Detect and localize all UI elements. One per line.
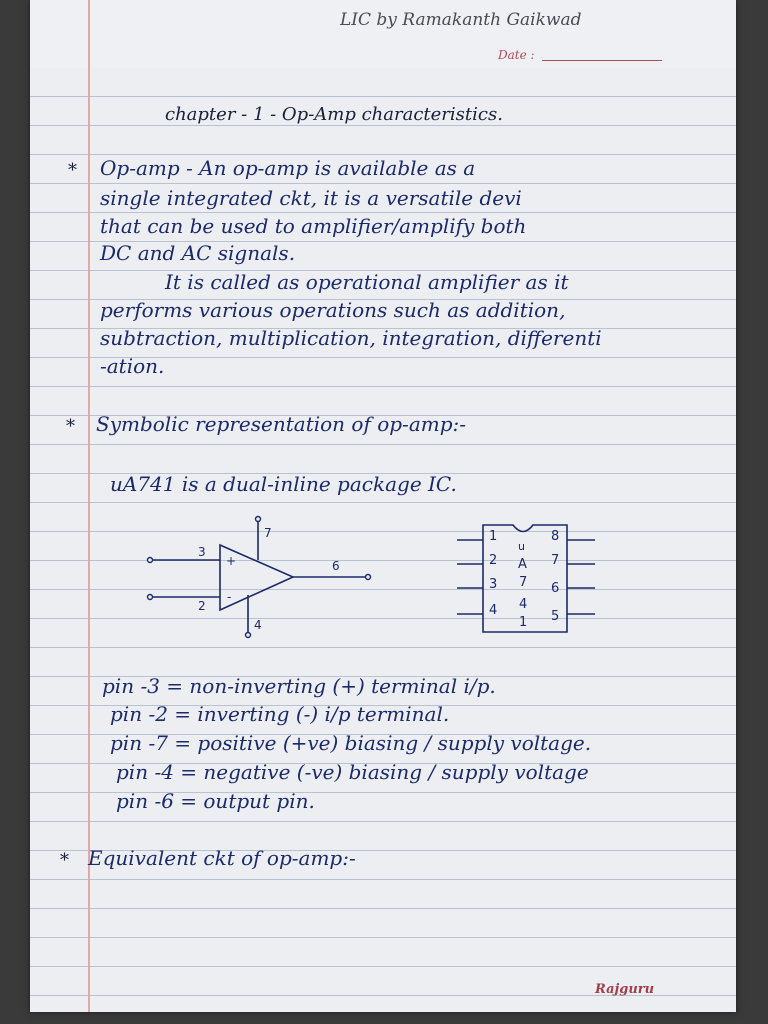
pin6-terminal — [366, 575, 371, 580]
pin3-label: 3 — [198, 545, 206, 559]
dip-center-text: u — [518, 540, 525, 553]
pin-description: pin -3 = non-inverting (+) terminal i/p. — [102, 674, 496, 698]
opamp-symbol-diagram — [138, 515, 378, 645]
text-line: subtraction, multiplication, integration, differenti — [100, 326, 602, 350]
date-label: Date : — [498, 48, 535, 62]
pin4-terminal — [246, 633, 251, 638]
dip-pin-label: 8 — [551, 529, 560, 544]
notebook-brand: Rajguru — [595, 982, 655, 997]
pin3-terminal — [148, 558, 153, 563]
pin-description: pin -2 = inverting (-) i/p terminal. — [110, 702, 450, 726]
pin-description: pin -7 = positive (+ve) biasing / supply voltage. — [110, 731, 592, 755]
dip-pin-label: 3 — [489, 577, 498, 592]
text-line: It is called as operational amplifier as it — [165, 270, 569, 294]
dip-pin-label: 1 — [489, 529, 498, 544]
bullet-star: * — [66, 416, 75, 437]
section-heading: Symbolic representation of op-amp:- — [96, 412, 466, 436]
text-line: DC and AC signals. — [100, 241, 296, 265]
text-line: -ation. — [100, 354, 165, 378]
dip-center-text: 1 — [519, 615, 528, 630]
dip-pin-label: 5 — [551, 609, 560, 624]
chapter-title: chapter - 1 - Op-Amp characteristics. — [165, 104, 503, 125]
ic-note: uA741 is a dual-inline package IC. — [110, 472, 457, 496]
dip-pin-label: 7 — [551, 553, 560, 568]
bullet-star: * — [68, 160, 77, 181]
text-line: performs various operations such as addition, — [100, 298, 566, 322]
dip-center-text: 4 — [519, 597, 528, 612]
dip-pin-label: 6 — [551, 581, 560, 596]
dip-package-diagram — [455, 520, 605, 638]
section-heading: Equivalent ckt of op-amp:- — [88, 846, 356, 870]
pin2-label: 2 — [198, 599, 206, 613]
notebook-page — [30, 0, 736, 1012]
pin-description: pin -4 = negative (-ve) biasing / supply voltage — [116, 760, 589, 784]
pin6-label: 6 — [332, 559, 340, 573]
date-line — [542, 60, 662, 61]
pin4-label: 4 — [254, 618, 262, 632]
text-line: that can be used to amplifier/amplify both — [100, 214, 527, 238]
bullet-star: * — [60, 850, 69, 871]
pin7-label: 7 — [264, 526, 272, 540]
dip-center-text: 7 — [519, 575, 528, 590]
dip-center-text: A — [518, 557, 527, 572]
text-line: single integrated ckt, it is a versatile devi — [100, 186, 522, 210]
dip-pin-label: 4 — [489, 603, 498, 618]
text-line: Op-amp - An op-amp is available as a — [100, 156, 476, 180]
pin7-terminal — [256, 517, 261, 522]
author-header: LIC by Ramakanth Gaikwad — [340, 10, 582, 30]
minus-sign: - — [227, 590, 232, 604]
pin-description: pin -6 = output pin. — [116, 789, 315, 813]
pin2-terminal — [148, 595, 153, 600]
dip-pin-label: 2 — [489, 553, 498, 568]
plus-sign: + — [226, 554, 237, 568]
